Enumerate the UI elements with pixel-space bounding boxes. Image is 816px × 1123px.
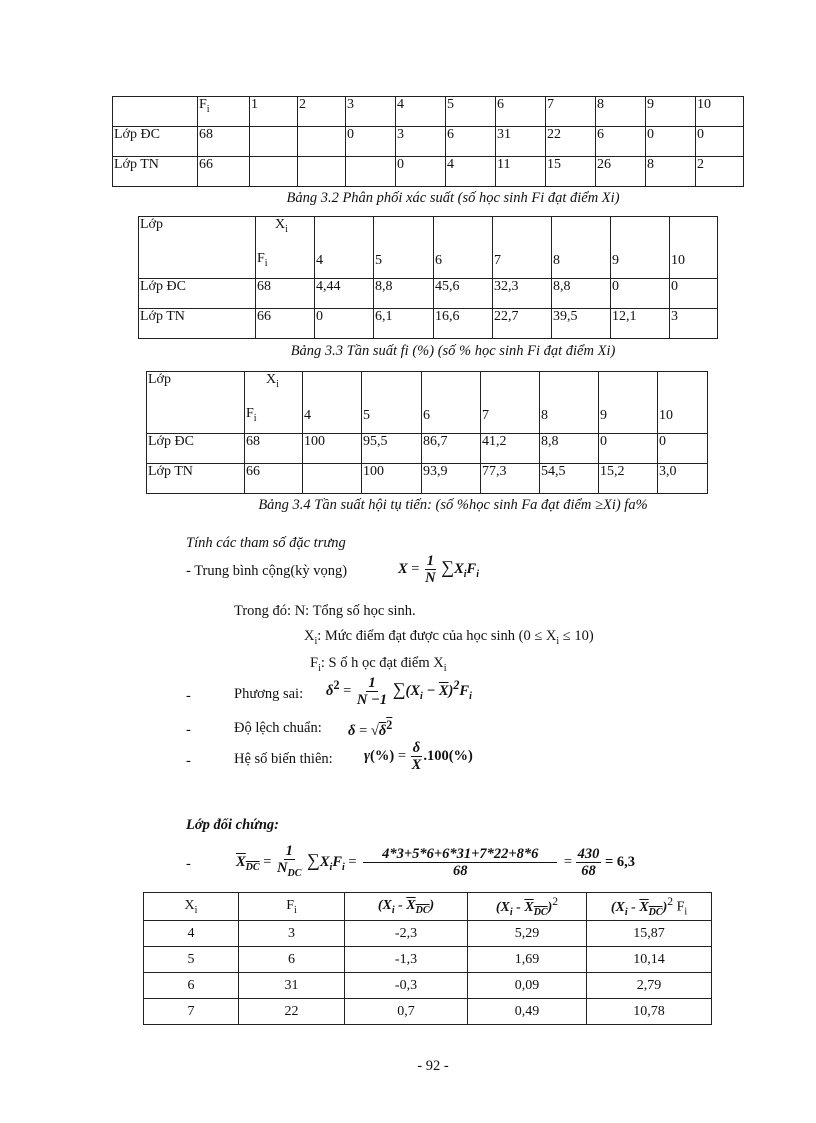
table-cell: 32,3 bbox=[493, 279, 552, 309]
table2-score-header: 9 bbox=[611, 217, 670, 279]
table-cell: 6 bbox=[144, 973, 239, 999]
table-cell: 2 bbox=[696, 157, 744, 187]
table-row bbox=[144, 973, 712, 999]
table5-header-dev-sq-fi: $(X_i - X_{DC})^2$ $F_i$ bbox=[587, 893, 712, 921]
bullet-dash: - bbox=[186, 856, 191, 872]
table-row bbox=[113, 157, 744, 187]
table-cell: 5,29 bbox=[468, 921, 587, 947]
table-cell: 3 bbox=[239, 921, 345, 947]
variance-formula: $\delta^2$ = $\frac{1}{N -1}$ $\sum(X_i - \overline{X})^2F_i$ bbox=[326, 675, 472, 708]
table-cell: 8 bbox=[646, 157, 696, 187]
table2-score-header: 4 bbox=[315, 217, 374, 279]
table-cell: 4,44 bbox=[315, 279, 374, 309]
table3-score-header: 5 bbox=[362, 372, 422, 434]
table-cell: 1,69 bbox=[468, 947, 587, 973]
table3-score-header: 4 bbox=[303, 372, 362, 434]
table-cell: 15 bbox=[546, 157, 596, 187]
table-row bbox=[113, 127, 744, 157]
table-cell: 39,5 bbox=[552, 309, 611, 339]
table-cell: 0 bbox=[658, 434, 708, 464]
table-cell: 6 bbox=[596, 127, 646, 157]
mean-formula: X = $\frac{1}{N}$ $\sum X_iF_i$ bbox=[398, 553, 479, 586]
table-cell: 15,2 bbox=[599, 464, 658, 494]
table-cell: -2,3 bbox=[345, 921, 468, 947]
table-cell: 0 bbox=[646, 127, 696, 157]
table-cell: 10,78 bbox=[587, 999, 712, 1025]
table-cell: 0,7 bbox=[345, 999, 468, 1025]
table-frequency bbox=[138, 216, 718, 339]
table-cell: 6 bbox=[446, 127, 496, 157]
table3-score-header: 9 bbox=[599, 372, 658, 434]
control-mean-formula: $X_{DC}$ = $\frac{1}{N_{DC}}$ $\sum X_iF_i$ = $\frac{4*3+5*6+6*31+7*22+8*6}{68}$ = $\frac{430}{68}$ = 6,3 bbox=[236, 843, 636, 879]
table-cell: 31 bbox=[239, 973, 345, 999]
stddev-formula: $\delta = √\delta^2$ bbox=[348, 718, 393, 739]
table1-header-cell: 10 bbox=[696, 97, 744, 127]
table-cell: 100 bbox=[362, 464, 422, 494]
table-cell: 3 bbox=[396, 127, 446, 157]
table1-header-cell: 7 bbox=[546, 97, 596, 127]
table-cell: 6,1 bbox=[374, 309, 434, 339]
table-row bbox=[144, 921, 712, 947]
table-cell: 4 bbox=[446, 157, 496, 187]
table1-header-cell: 1 bbox=[250, 97, 298, 127]
table-cell bbox=[298, 157, 346, 187]
table2-score-header: 5 bbox=[374, 217, 434, 279]
table-cell: 0 bbox=[315, 309, 374, 339]
table-cell: 31 bbox=[496, 127, 546, 157]
section-title: Tính các tham số đặc trưng bbox=[186, 535, 346, 551]
table3-score-header: 7 bbox=[481, 372, 540, 434]
table1-header-cell: 9 bbox=[646, 97, 696, 127]
table-cell: 16,6 bbox=[434, 309, 493, 339]
table-cell: 0 bbox=[696, 127, 744, 157]
table-cell bbox=[346, 157, 396, 187]
table3-score-header: 8 bbox=[540, 372, 599, 434]
caption-table-3-3: Bảng 3.3 Tần suất fi (%) (số % học sinh Fi đạt điểm Xi) bbox=[290, 343, 616, 359]
table-cell: 10,14 bbox=[587, 947, 712, 973]
table1-header-cell: 5 bbox=[446, 97, 496, 127]
table-row bbox=[144, 947, 712, 973]
mean-label: - Trung bình cộng(kỳ vọng) bbox=[186, 563, 348, 579]
table-cell: 8,8 bbox=[374, 279, 434, 309]
table-cell: 77,3 bbox=[481, 464, 540, 494]
table-cell: 68 bbox=[198, 127, 250, 157]
table-cell: 0 bbox=[396, 157, 446, 187]
table-cell: Lớp ĐC bbox=[113, 127, 198, 157]
table-row bbox=[147, 434, 708, 464]
bullet-dash: - bbox=[186, 688, 191, 704]
table-cumulative bbox=[146, 371, 708, 494]
table-cell: -0,3 bbox=[345, 973, 468, 999]
stddev-label: Độ lệch chuẩn: bbox=[234, 720, 322, 736]
table-cell: 45,6 bbox=[434, 279, 493, 309]
table-cell: 8,8 bbox=[552, 279, 611, 309]
table-cell: 66 bbox=[256, 309, 315, 339]
page-number: - 92 - bbox=[417, 1058, 449, 1074]
table-cell: Lớp ĐC bbox=[139, 279, 256, 309]
table-cell: 3,0 bbox=[658, 464, 708, 494]
variance-label: Phương sai: bbox=[234, 686, 304, 702]
table-cell bbox=[250, 157, 298, 187]
table-cell: 95,5 bbox=[362, 434, 422, 464]
table-cell: Lớp ĐC bbox=[147, 434, 245, 464]
control-title: Lớp đối chứng: bbox=[186, 817, 279, 833]
table-row bbox=[139, 309, 718, 339]
table-cell: 5 bbox=[144, 947, 239, 973]
table-row bbox=[139, 279, 718, 309]
table2-score-header: 6 bbox=[434, 217, 493, 279]
table-cell bbox=[250, 127, 298, 157]
bullet-dash: - bbox=[186, 753, 191, 769]
caption-table-3-2: Bảng 3.2 Phân phối xác suất (số học sinh Fi đạt điểm Xi) bbox=[286, 190, 620, 206]
table-cell: 66 bbox=[198, 157, 250, 187]
table-cell: 0,09 bbox=[468, 973, 587, 999]
table1-fi-header: $F_i$ bbox=[198, 97, 250, 127]
table-cell: -1,3 bbox=[345, 947, 468, 973]
table-cell: 8,8 bbox=[540, 434, 599, 464]
table-cell: 66 bbox=[245, 464, 303, 494]
table-cell: Lớp TN bbox=[147, 464, 245, 494]
table-cell bbox=[298, 127, 346, 157]
table2-score-header: 10 bbox=[670, 217, 718, 279]
table-cell: 93,9 bbox=[422, 464, 481, 494]
table-row bbox=[147, 464, 708, 494]
table-cell: 7 bbox=[144, 999, 239, 1025]
table-cell: 4 bbox=[144, 921, 239, 947]
table1-header-cell: 6 bbox=[496, 97, 546, 127]
table-row bbox=[144, 999, 712, 1025]
table-cell: 0,49 bbox=[468, 999, 587, 1025]
table-cell: 0 bbox=[670, 279, 718, 309]
table-cell: Lớp TN bbox=[113, 157, 198, 187]
table-cell bbox=[303, 464, 362, 494]
table1-header-cell: 3 bbox=[346, 97, 396, 127]
table5-header-dev-sq: $(X_i - X_{DC})^2$ bbox=[468, 893, 587, 921]
table-cell: 11 bbox=[496, 157, 546, 187]
table-cell: 3 bbox=[670, 309, 718, 339]
table-cell: 22 bbox=[239, 999, 345, 1025]
table-deviation bbox=[143, 892, 712, 1025]
table-cell: 12,1 bbox=[611, 309, 670, 339]
table-score-distribution bbox=[112, 96, 744, 187]
fi-definition: $F_i$: S ố h ọc đạt điểm $X_i$ bbox=[310, 655, 447, 674]
cv-formula: γ(%) = $\frac{\delta}{X}$ .100(%) bbox=[364, 740, 473, 773]
table1-header-cell: 4 bbox=[396, 97, 446, 127]
table1-header-cell: 8 bbox=[596, 97, 646, 127]
table2-score-header: 7 bbox=[493, 217, 552, 279]
table-cell: 41,2 bbox=[481, 434, 540, 464]
table-cell: Lớp TN bbox=[139, 309, 256, 339]
table-cell: 26 bbox=[596, 157, 646, 187]
caption-table-3-4: Bảng 3.4 Tần suất hội tụ tiến: (số %học sinh Fa đạt điểm ≥Xi) fa% bbox=[258, 497, 648, 513]
table-cell: 22,7 bbox=[493, 309, 552, 339]
table2-score-header: 8 bbox=[552, 217, 611, 279]
table1-header-cell: 2 bbox=[298, 97, 346, 127]
table5-header-xi: $X_i$ bbox=[144, 893, 239, 921]
table-cell: 15,87 bbox=[587, 921, 712, 947]
table-cell: 100 bbox=[303, 434, 362, 464]
table2-xi-fi: $X_i$ $F_i$ bbox=[256, 217, 315, 279]
xi-definition: $X_i$: Mức điểm đạt được của học $\sinh (0 \le X_i \le 10)$ bbox=[304, 628, 594, 647]
table2-corner: Lớp bbox=[139, 217, 256, 279]
table-cell: 6 bbox=[239, 947, 345, 973]
table-cell: 0 bbox=[611, 279, 670, 309]
table-cell: 0 bbox=[346, 127, 396, 157]
bullet-dash: - bbox=[186, 722, 191, 738]
table5-header-fi: $F_i$ bbox=[239, 893, 345, 921]
table-cell: 54,5 bbox=[540, 464, 599, 494]
table5-header-dev: $(X_i - X_{DC})$ bbox=[345, 893, 468, 921]
where-note: Trong đó: N: Tổng số học sinh. bbox=[234, 603, 416, 619]
table-cell: 86,7 bbox=[422, 434, 481, 464]
cv-label: Hệ số biến thiên: bbox=[234, 751, 333, 767]
table3-corner: Lớp bbox=[147, 372, 245, 434]
table3-score-header: 10 bbox=[658, 372, 708, 434]
table1-corner bbox=[113, 97, 198, 127]
table-cell: 0 bbox=[599, 434, 658, 464]
table-cell: 22 bbox=[546, 127, 596, 157]
table-cell: 68 bbox=[256, 279, 315, 309]
table-cell: 2,79 bbox=[587, 973, 712, 999]
table3-score-header: 6 bbox=[422, 372, 481, 434]
table-cell: 68 bbox=[245, 434, 303, 464]
table3-xi-fi: $X_i$ $F_i$ bbox=[245, 372, 303, 434]
